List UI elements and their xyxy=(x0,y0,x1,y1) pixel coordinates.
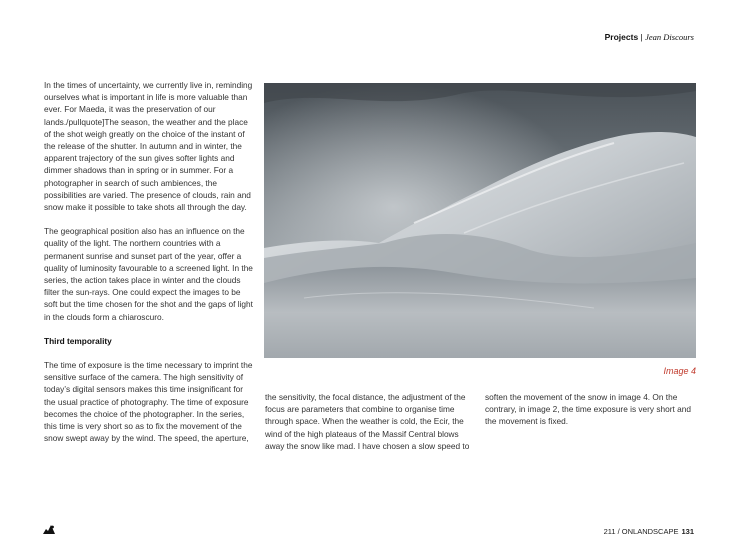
middle-text-column xyxy=(265,391,475,452)
body-paragraph-1: In the times of uncertainty, we currently live in, reminding ourselves what is important in life is more valuable than ever. For Maeda, it was the preservation of our lands./pullquote]The season, the weather and the place of the shot weigh greatly on the choice of the instant of the release of the shutter. In autumn and in winter, the apparent trajectory of the sun gives softer lights and dimmer shadows than in spring or in summer. For a photographer in search of such ambiences, the possibilities are varied. The presence of clouds, rain and snow make it possible to take shots all through the day. xyxy=(44,80,253,213)
section-heading: Third temporality xyxy=(44,335,112,346)
section-name: Projects xyxy=(604,32,639,42)
page-number: 131 xyxy=(681,527,694,536)
header-separator: | xyxy=(638,32,646,42)
publisher-logo-icon xyxy=(42,523,56,535)
left-text-column xyxy=(44,79,256,456)
right-text-column xyxy=(485,391,695,428)
author-name: Jean Discours xyxy=(645,32,694,42)
page-header xyxy=(605,32,694,42)
right-column-text: soften the movement of the snow in image 4. On the contrary, in image 2, the time exposure is very short and the movement is fixed. xyxy=(485,392,691,427)
issue-label: 211 / ONLANDSCAPE xyxy=(603,527,679,536)
body-paragraph-2: The geographical position also has an influence on the quality of the light. The northern countries with a permanent sunrise and sunset part of the year, offer a quality of luminosity favourable to a screened light. In the series, the action takes place in winter and the clouds filter the sun-rays. One could expect the images to be soft but the time chosen for the shot and the gaps of light in the clouds form a chiaroscuro. xyxy=(44,226,253,322)
body-paragraph-3: The time of exposure is the time necessary to imprint the sensitive surface of the camera. The high sensitivity of today’s digital sensors makes this time insignificant for the usual practice of photography. The time of exposure becomes the choice of the photographer. In the series, this time is very short so as to fix the movement of the snow swept away by the wind. The speed, the aperture, xyxy=(44,360,253,444)
image-caption: Image 4 xyxy=(663,366,696,376)
page-footer xyxy=(604,527,694,536)
middle-column-text: the sensitivity, the focal distance, the adjustment of the focus are parameters that combine to organise time through space. When the weather is cold, the Ecir, the wind of the high plateaus of the Massif Central blows away the snow like mad. I have chosen a slow speed to xyxy=(265,392,470,451)
snowy-mountain-photo xyxy=(264,83,696,358)
